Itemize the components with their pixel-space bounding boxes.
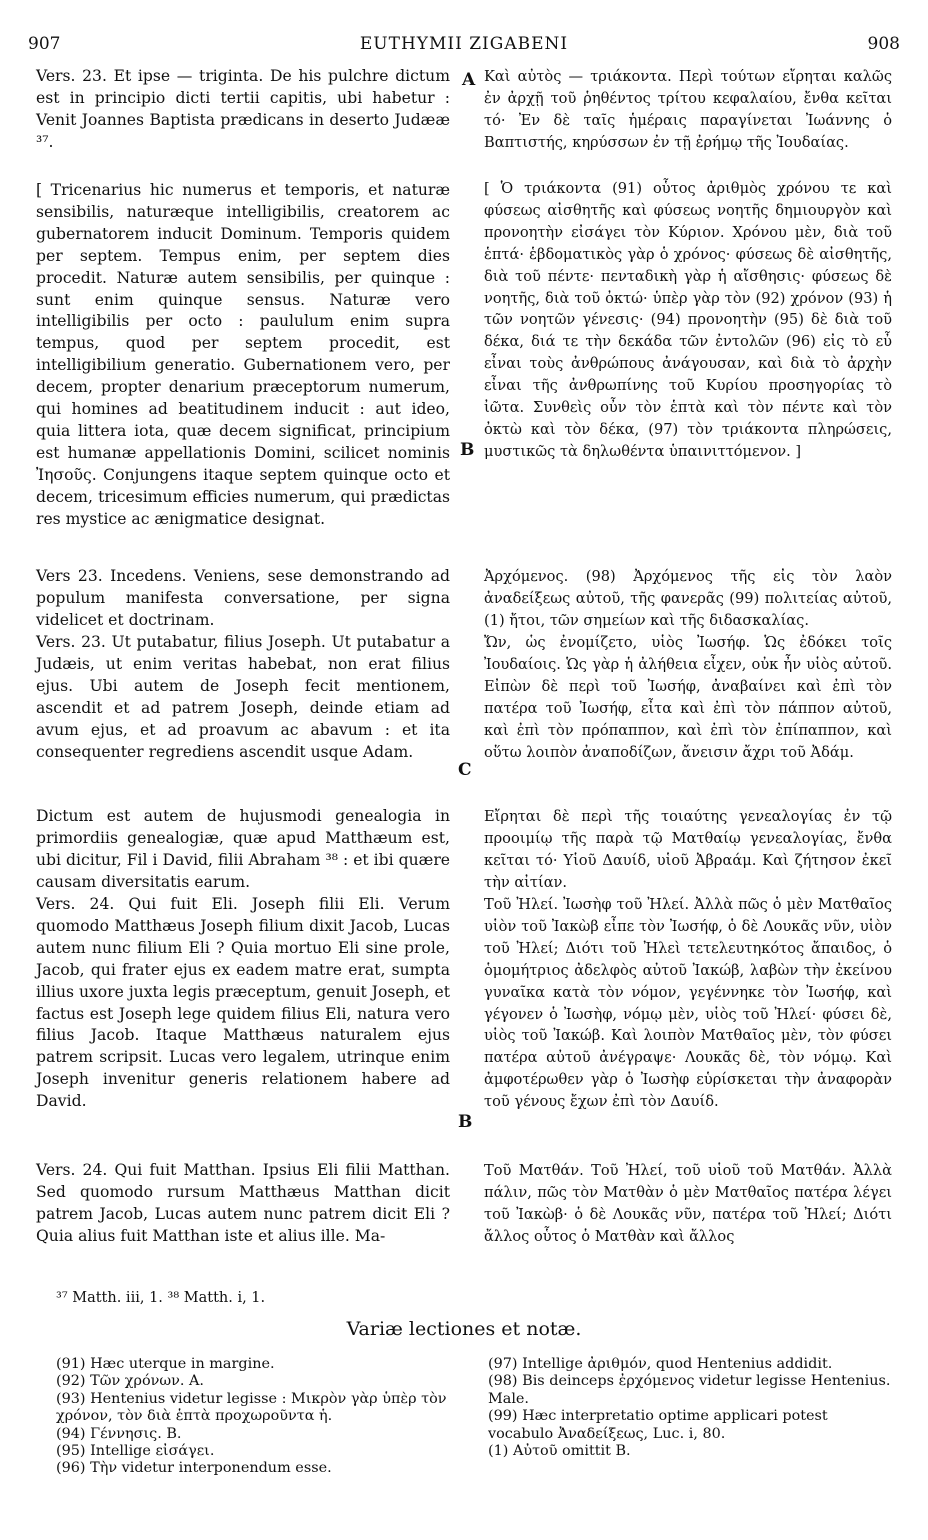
greek-paragraph-3: Ἀρχόμενος. (98) Ἀρχόμενος τῆς εἰς τὸν λαὸν ἀναδείξεως αὐτοῦ, τῆς φανερᾶς (99) πολιτείας αὐτοῦ, (1) ἤτοι, τῶν σημείων καὶ τῆς διδασκαλίας.: [484, 568, 892, 629]
greek-paragraph-7: Τοῦ Ματθάν. Τοῦ Ἠλεί, τοῦ υἱοῦ τοῦ Ματθάν. Ἀλλὰ πάλιν, πῶς τὸν Ματθὰν ὁ μὲν Ματθαῖος πατέρα λέγει τοῦ Ἰακὼβ· ὁ δὲ Λουκᾶς νῦν, πατέρα τοῦ Ἠλεί; Διότι ἄλλος οὗτος ὁ Ματθὰν καὶ ἄλλος: [484, 1162, 892, 1245]
greek-column-part6: [484, 894, 892, 1113]
greek-column: [484, 66, 892, 154]
latin-paragraph-7: Vers. 24. Qui fuit Matthan. Ipsius Eli filii Matthan. Sed quomodo rursum Matthæus Matthan dicit patrem Jacob, Lucas autem nunc patrem dicit Eli ? Quia alius fuit Matthan iste et alius ille. Ma-: [36, 1161, 450, 1245]
greek-column-part7: [484, 1160, 892, 1248]
margin-marker-a: A: [462, 70, 476, 90]
latin-paragraph-1: Vers. 23. Et ipse — triginta. De his pulchre dictum est in principio dicti tertii capitis, ubi habetur : Venit Joannes Baptista prædicans in deserto Judææ ³⁷.: [36, 67, 450, 151]
latin-column-part3: [36, 566, 450, 632]
variant-note: (94) Γέννησις. B.: [56, 1425, 182, 1442]
greek-column-part3: [484, 566, 892, 632]
greek-paragraph-1: Καὶ αὐτὸς — τριάκοντα. Περὶ τούτων εἴρηται καλῶς ἐν ἀρχῇ τοῦ ῥηθέντος τρίτου κεφαλαίου, ἔνθα κεῖται τό· Ἐν δὲ ταῖς ἡμέραις παραγίνεται Ἰωάννης ὁ Βαπτιστής, κηρύσσων ἐν τῇ ἐρήμῳ τῆς Ἰουδαίας.: [484, 68, 892, 151]
variant-note: (1) Αὐτοῦ omittit B.: [488, 1443, 631, 1460]
footnote-references: ³⁷ Matth. iii, 1. ³⁸ Matth. i, 1.: [56, 1290, 266, 1306]
margin-marker-b-second: B: [458, 1112, 473, 1132]
variant-note: (97) Intellige ἀριθμόν, quod Hentenius addidit.: [488, 1356, 833, 1372]
page-number-right: 908: [867, 34, 900, 54]
latin-column-part2: [36, 180, 450, 531]
greek-column-part5: [484, 806, 892, 894]
latin-paragraph-5: Dictum est autem de hujusmodi genealogia in primordiis genealogiæ, quæ apud Matthæum est, ubi dicitur, Fil i David, filii Abraham ³⁸ : et ibi quære causam diversitatis earum.: [36, 807, 450, 891]
latin-column-part6: [36, 894, 450, 1113]
greek-paragraph-4: Ὤν, ὡς ἐνομίζετο, υἱὸς Ἰωσήφ. Ὡς ἐδόκει τοῖς Ἰουδαίοις. Ὡς γὰρ ἡ ἀλήθεια εἶχεν, οὐκ ἦν υἱὸς αὐτοῦ. Εἰπὼν δὲ περὶ τοῦ Ἰωσήφ, ἀναβαίνει καὶ ἐπὶ τὸν πατέρα τοῦ Ἰωσήφ, εἶτα καὶ ἐπὶ τὸν πάππον αὐτοῦ, καὶ ἐπὶ τὸν πρόπαππον, καὶ ἐπὶ τὸν ἐπίπαππον, καὶ οὕτω λοιπὸν ἀναποδίζων, ἄνεισιν ἄχρι τοῦ Ἀδάμ.: [484, 634, 892, 761]
latin-column-part7: [36, 1160, 450, 1248]
greek-paragraph-2: [ Ὁ τριάκοντα (91) οὗτος ἀριθμὸς χρόνου τε καὶ φύσεως αἰσθητῆς καὶ φύσεως νοητῆς δημιουργὸν καὶ προνοητὴν εἰσάγει τὸν Κύριον. Χρόνου μὲν, διὰ τοῦ ἑπτά· ἑβδοματικὸς γὰρ ὁ χρόνος· φύσεως δὲ αἰσθητῆς, διὰ τοῦ πέντε· πενταδικὴ γὰρ ἡ αἴσθησις· φύσεως δὲ νοητῆς, διὰ τοῦ ὀκτώ· ὑπὲρ γὰρ τὸν (92) χρόνον (93) ἡ τῶν νοητῶν γένεσις· (94) προνοητὴν (95) δὲ διὰ τοῦ δέκα, διά τε τὴν δεκάδα τῶν ἐντολῶν (96) εἰς τὸ εὖ εἶναι τοὺς ἀνθρώπους ἀνάγουσαν, καὶ διὰ τὸ ἀρχὴν εἶναι τῆς ἀνθρωπίνης τοῦ Κυρίου προσηγορίας τὸ ἰῶτα. Συνθεὶς οὖν τὸν ἑπτὰ καὶ τὸν πέντε καὶ τὸν ὀκτὼ καὶ τὸν δέκα, (97) τὸν τριάκοντα πληρώσεις, μυστικῶς τὰ δηλωθέντα ὑπαινιττόμενον. ]: [484, 180, 892, 460]
margin-marker-c: C: [458, 760, 472, 780]
greek-column-part2: [484, 178, 892, 463]
latin-paragraph-2: [ Tricenarius hic numerus et temporis, et naturæ sensibilis, naturæque intelligibilis, creatorem ac gubernatorem inducit Dominum. Temporis quidem per septem. Tempus enim, per septem dies procedit. Naturæ autem sensibilis, per quinque : sunt enim quinque sensus. Naturæ vero intelligibilis per octo : paululum enim supra tempus, quod per septem procedit, est intelligibilium generatio. Gubernationem vero, per decem, propter denarium præceptorum numerum, qui homines ad beatitudinem inducit : aut ideo, quia littera iota, quæ decem significat, principium est humanæ appellationis Domini, scilicet nominis Ἰησοῦς. Conjungens itaque septem quinque octo et decem, tricesimum efficies numerum, qui prædictas res mystice ac ænigmatice designat.: [36, 181, 450, 528]
page-number-left: 907: [28, 34, 61, 54]
latin-paragraph-4: Vers. 23. Ut putabatur, filius Joseph. Ut putabatur a Judæis, ut enim veritas habebat, non erat filius ejus. Ubi autem de Joseph fecit mentionem, ascendit et ad patrem Joseph, deinde etiam ad avum ejus, et ad proavum ac abavum : et ita consequenter regrediens ascendit usque Adam.: [36, 633, 450, 761]
greek-paragraph-5: Εἴρηται δὲ περὶ τῆς τοιαύτης γενεαλογίας ἐν τῷ προοιμίῳ τῆς παρὰ τῷ Ματθαίῳ γενεαλογίας, ἔνθα κεῖται τό· Υἱοῦ Δαυίδ, υἱοῦ Ἀβραάμ. Καὶ ζήτησον ἐκεῖ τὴν αἰτίαν.: [484, 808, 892, 891]
latin-column-part5: [36, 806, 450, 894]
greek-paragraph-6: Τοῦ Ἠλεί. Ἰωσὴφ τοῦ Ἠλεί. Ἀλλὰ πῶς ὁ μὲν Ματθαῖος υἱὸν τοῦ Ἰακὼβ εἶπε τὸν Ἰωσήφ, ὁ δὲ Λουκᾶς νῦν, υἱὸν τοῦ Ἠλεί; Διότι τοῦ Ἠλεὶ τετελευτηκότος ἄπαιδος, ὁ ὁμομήτριος ἀδελφὸς αὐτοῦ Ἰακώβ, λαβὼν τὴν ἐκείνου γυναῖκα κατὰ τὸν νόμον, γεγέννηκε τὸν Ἰωσήφ, καὶ γέγονεν ὁ Ἰωσὴφ, νόμῳ μὲν, υἱὸς τοῦ Ἠλεί· φύσει δὲ, υἱὸς τοῦ Ἰακώβ. Καὶ λοιπὸν Ματθαῖος μὲν, τὸν φύσει πατέρα αὐτοῦ ἀνέγραψε· Λουκᾶς δὲ, τὸν νόμῳ. Καὶ ἀμφοτέρωθεν γὰρ ὁ Ἰωσὴφ εὑρίσκεται τὴν ἀναφορὰν τοῦ γένους ἔχων ἐπὶ τὸν Δαυίδ.: [484, 896, 892, 1111]
variae-lectiones-title: Variæ lectiones et notæ.: [346, 1318, 582, 1340]
variae-left-list: [56, 1356, 456, 1478]
variant-note: (93) Hentenius videtur legisse : Μικρὸν γὰρ ὑπὲρ τὸν χρόνον, τὸν διὰ ἑπτὰ προχωροῦντα ἡ.: [56, 1390, 447, 1425]
running-header: [28, 34, 900, 58]
latin-paragraph-6: Vers. 24. Qui fuit Eli. Joseph filii Eli. Verum quomodo Matthæus Joseph filium dixit Jacob, Lucas autem nunc filium Eli ? Quia mortuo Eli sine prole, Jacob, qui frater ejus ex eadem matre erat, sumpta illius uxore juxta legis præceptum, genuit Joseph, et factus est Joseph lege quidem filius Eli, natura vero filius Jacob. Itaque Matthæus naturalem ejus patrem scripsit. Lucas vero legalem, utrinque enim Joseph invenitur generis relationem habere ad David.: [36, 895, 451, 1111]
latin-column: [36, 66, 450, 154]
variae-right-list: [488, 1356, 892, 1460]
variant-note: (95) Intellige εἰσάγει.: [56, 1443, 215, 1460]
variant-note: (98) Bis deinceps ἐρχόμενος videtur legisse Hentenius. Male.: [488, 1373, 891, 1407]
latin-paragraph-3: Vers 23. Incedens. Veniens, sese demonstrando ad populum manifesta conversatione, per signa videlicet et doctrinam.: [36, 567, 450, 629]
variant-note: (91) Hæc uterque in margine.: [56, 1356, 275, 1372]
variant-note: (99) Hæc interpretatio optime applicari potest vocabulo Ἀναδείξεως, Luc. i, 80.: [488, 1408, 828, 1442]
greek-column-part4: [484, 632, 892, 763]
variant-note: (92) Τῶν χρόνων. A.: [56, 1373, 204, 1390]
latin-column-part4: [36, 632, 450, 763]
margin-marker-b: B: [460, 440, 475, 460]
running-title: EUTHYMII ZIGABENI: [359, 34, 569, 54]
variant-note: (96) Τὴν videtur interponendum esse.: [56, 1460, 332, 1477]
